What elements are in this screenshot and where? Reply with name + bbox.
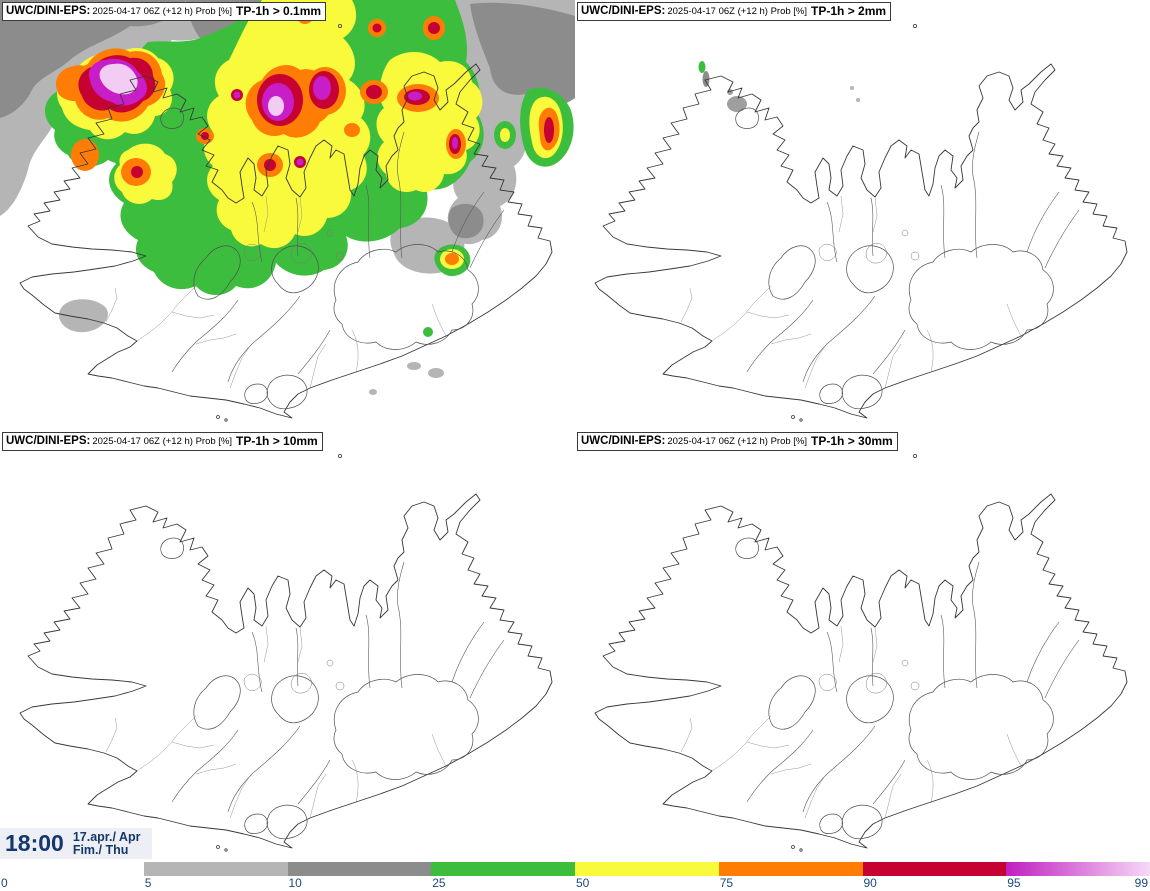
colorbar-segment (1006, 862, 1150, 876)
panel-title-tp-10mm (2, 432, 323, 451)
colorbar-tick-label: 75 (719, 876, 734, 890)
colorbar-tick-label: 25 (432, 876, 446, 890)
run-info: 2025-04-17 06Z (+12 h) Prob [%] (92, 435, 233, 447)
colorbar-segment (0, 862, 144, 876)
colorbar-tick-label: 10 (288, 876, 302, 890)
run-info: 2025-04-17 06Z (+12 h) Prob [%] (92, 5, 233, 17)
colorbar-segments (0, 862, 1150, 876)
colorbar-tick-label: 50 (576, 876, 590, 890)
panel-tp-0p1mm (0, 0, 575, 430)
panel-tp-30mm (575, 430, 1150, 860)
panel-tp-2mm (575, 0, 1150, 430)
colorbar-segment (719, 862, 863, 876)
run-info: 2025-04-17 06Z (+12 h) Prob [%] (667, 435, 808, 447)
map-tp-0p1mm (0, 0, 575, 430)
valid-date (73, 831, 141, 857)
colorbar-segment (144, 862, 288, 876)
panel-title-tp-0p1mm (2, 2, 326, 21)
model-label: UWC/DINI-EPS: (6, 5, 91, 17)
colorbar-tick-label: 0 (1, 876, 8, 890)
colorbar-tick-label: 5 (144, 876, 152, 890)
map-tp-2mm (575, 0, 1150, 430)
probability-colorbar (0, 860, 1150, 891)
valid-date-line1: 17.apr./ Apr (72, 829, 141, 844)
panel-tp-10mm (0, 430, 575, 860)
model-label: UWC/DINI-EPS: (581, 435, 666, 447)
colorbar-tick-label: 99 (1134, 876, 1148, 890)
colorbar-segment (431, 862, 575, 876)
model-label: UWC/DINI-EPS: (581, 5, 666, 17)
colorbar-segment (863, 862, 1007, 876)
panel-title-tp-30mm (577, 432, 898, 451)
model-label: UWC/DINI-EPS: (6, 435, 91, 447)
colorbar-segment (288, 862, 432, 876)
threshold-label: TP-1h > 0.1mm (236, 4, 322, 18)
map-tp-10mm (0, 430, 575, 860)
precip-probability-overlay-small (699, 61, 861, 112)
precip-probability-overlay (0, 0, 575, 395)
colorbar-tick-label: 95 (1007, 876, 1021, 890)
threshold-label: TP-1h > 2mm (811, 4, 887, 18)
colorbar-segment (575, 862, 719, 876)
valid-time-box (0, 828, 152, 859)
valid-time: 18:00 (5, 830, 64, 856)
threshold-label: TP-1h > 30mm (811, 434, 893, 448)
valid-date-line2: Fim./ Thu (72, 842, 129, 857)
colorbar-tick-label: 90 (863, 876, 877, 890)
map-tp-30mm (575, 430, 1150, 860)
threshold-label: TP-1h > 10mm (236, 434, 318, 448)
run-info: 2025-04-17 06Z (+12 h) Prob [%] (667, 5, 808, 17)
colorbar-labels (0, 876, 1150, 891)
panel-title-tp-2mm (577, 2, 891, 21)
